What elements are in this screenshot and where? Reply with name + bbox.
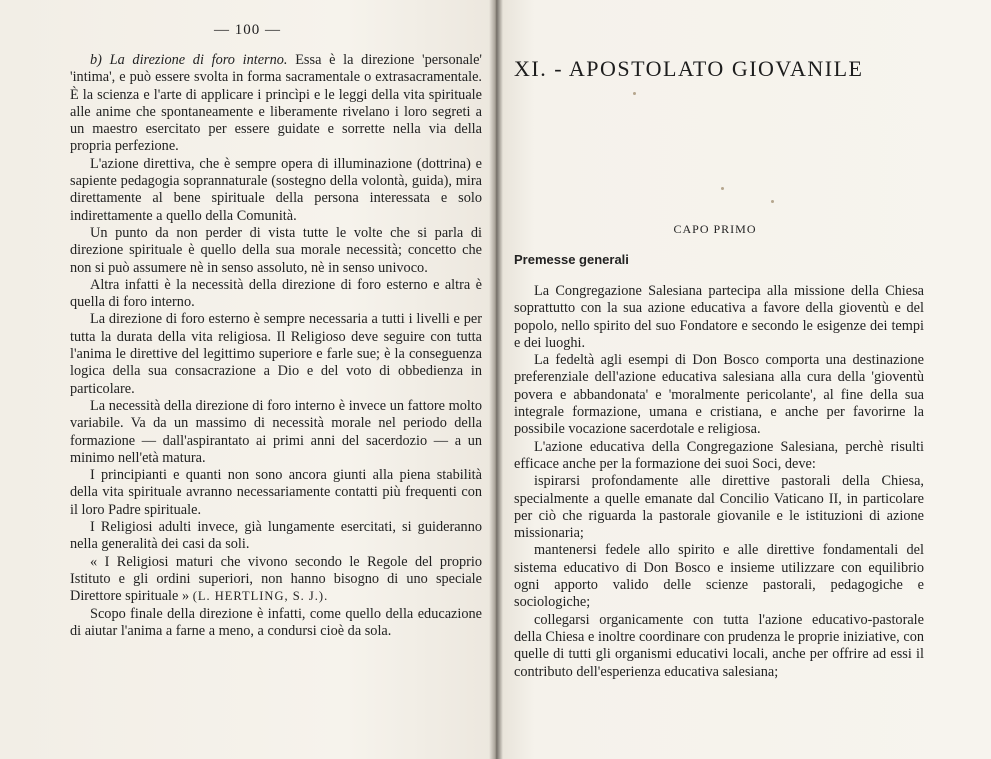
paragraph xyxy=(70,52,482,156)
paragraph: L'azione educativa della Congregazione Salesiana, perchè risulti efficace anche per la formazione dei suoi Soci, deve: xyxy=(514,438,924,472)
chapter-title: XI. - APOSTOLATO GIOVANILE xyxy=(514,56,864,81)
paragraph: La fedeltà agli esempi di Don Bosco comporta una destinazione preferenziale dell'azione educativa salesiana alla cura della 'gioventù povera e abbandonata' e 'moralmente pericolante', al fine della sua integrale formazione, umana e cristiana, e anche per favorirne la possibile vocazione sacerdotale e religiosa. xyxy=(514,352,924,438)
paper-speck xyxy=(771,200,774,203)
citation: (L. HERTLING, S. J.). xyxy=(192,589,329,604)
paragraph: La Congregazione Salesiana partecipa alla missione della Chiesa soprattutto con la sua azione educativa a favore della gioventù e del popolo, nello spirito del suo Fondatore e secondo le esigenze dei tempi e dei luoghi. xyxy=(514,283,924,351)
quote-paragraph xyxy=(70,554,482,606)
section-heading: Premesse generali xyxy=(514,252,629,267)
paragraph: La direzione di foro esterno è sempre necessaria a tutti i livelli e per tutta la durata della vita religiosa. Il Religioso deve seguire con tutta l'anima le direttive del legittimo superiore e farle sue; è la conseguenza logica della sua consacrazione a Dio e del voto di obbedienza in particolare. xyxy=(70,311,482,397)
paragraph: I Religiosi adulti invece, già lungamente esercitati, si guideranno nella generalità dei casi da soli. xyxy=(70,519,482,553)
list-paragraph: collegarsi organicamente con tutta l'azione educativo-pastorale della Chiesa e inoltre coordinare con prudenza le proprie iniziative, con quelle di tutti gli organismi educativi locali, anche per offrire ad essi il contributo dell'esperienza educativa salesiana; xyxy=(514,611,924,680)
left-page xyxy=(0,0,495,759)
book-gutter xyxy=(489,0,503,759)
paragraph: Scopo finale della direzione è infatti, come quello della educazione di aiutar l'anima a farne a meno, a condursi cioè da sola. xyxy=(70,605,482,639)
paragraph-text: Essa è la direzione 'personale' 'intima', e può essere svolta in forma sacramentale o extrasacramentale. È la scienza e l'arte di applicare i princìpi e le leggi della vita spirituale alle anime che spontaneamente e liberamente rivelano i loro segreti a un maestro esercitato per essere guidate e sorrette nella via della propria perfezione. xyxy=(70,52,482,155)
quote-text: « I Religiosi maturi che vivono secondo le Regole del proprio Istituto e gli ordini superiori, non hanno bisogno di uno speciale Direttore spirituale » xyxy=(70,553,482,605)
right-page xyxy=(495,0,991,759)
item-label: b) xyxy=(90,52,102,68)
paragraph: La necessità della direzione di foro interno è invece un fattore molto variabile. Va da un massimo di necessità morale nel periodo della formazione — dall'aspirantato ai primi anni del sacerdozio — a un minimo nell'età matura. xyxy=(70,397,482,466)
page-number: — 100 — xyxy=(214,22,281,38)
list-paragraph: mantenersi fedele allo spirito e alle direttive fondamentali del sistema educativo di Don Bosco e insieme utilizzare con equilibrio ogni apporto valido delle scienze pastorali, pedagogiche e sociologiche; xyxy=(514,542,924,611)
paper-speck xyxy=(633,92,636,95)
list-paragraph: ispirarsi profondamente alle direttive pastorali della Chiesa, specialmente a quelle emanate dal Concilio Vaticano II, in particolare per ciò che riguarda la pastorale giovanile e le istituzioni di azione missionaria; xyxy=(514,473,924,542)
paragraph: Un punto da non perder di vista tutte le volte che si parla di direzione spirituale è quello della sua morale necessità; concetto che non si può assumere nè in senso assoluto, nè in senso univoco. xyxy=(70,224,482,276)
chapter-label: CAPO PRIMO xyxy=(673,222,757,236)
paragraph: Altra infatti è la necessità della direzione di foro esterno e altra è quella di foro interno. xyxy=(70,276,482,311)
subsection-title: La direzione di foro interno. xyxy=(109,52,288,68)
paragraph: I principianti e quanti non sono ancora giunti alla piena stabilità della vita spirituale avranno necessariamente contatti più frequenti con il loro Padre spirituale. xyxy=(70,467,482,518)
right-page-body xyxy=(514,283,924,681)
paper-speck xyxy=(721,187,724,190)
paragraph: L'azione direttiva, che è sempre opera di illuminazione (dottrina) e sapiente pedagogia soprannaturale (sostegno della volontà, guida), mira direttamente al bene spirituale della persona interessata e solo indirettamente a quello della Comunità. xyxy=(70,155,482,224)
left-page-body xyxy=(70,52,482,640)
